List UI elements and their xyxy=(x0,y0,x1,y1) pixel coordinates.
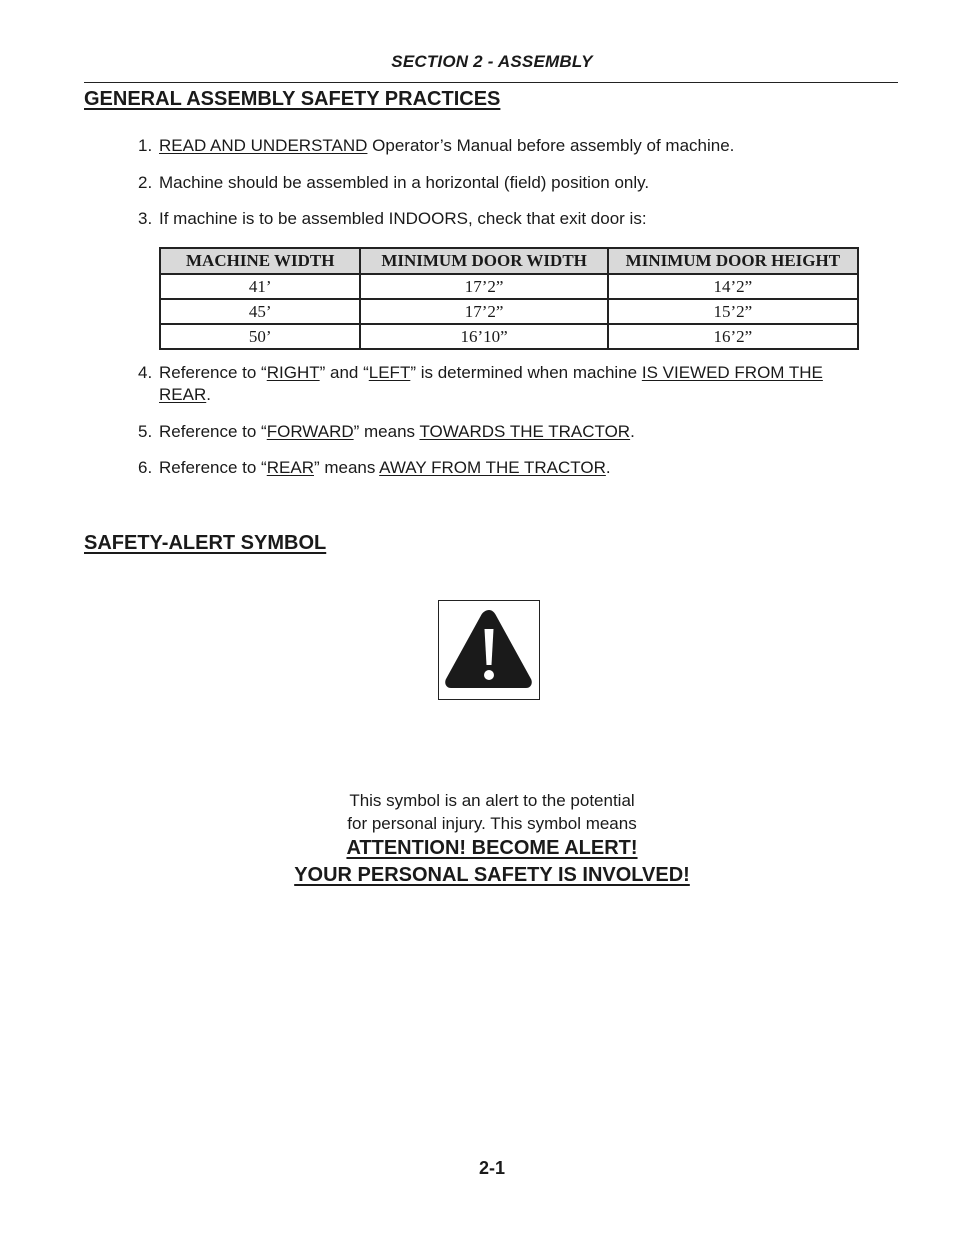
item-text: . xyxy=(206,385,211,404)
column-header-door-width: MINIMUM DOOR WIDTH xyxy=(360,248,607,274)
table-cell: 17’2” xyxy=(360,274,607,299)
list-item-6 xyxy=(138,457,898,479)
safety-alert-symbol-box xyxy=(438,600,540,700)
underlined-text: LEFT xyxy=(368,363,411,382)
underlined-text: REAR xyxy=(159,385,207,404)
table-cell: 16’10” xyxy=(360,324,607,349)
underlined-text: RIGHT xyxy=(266,363,320,382)
safety-alert-heading: SAFETY-ALERT SYMBOL xyxy=(84,532,327,554)
item-text: ” and “ xyxy=(319,363,369,382)
alert-emphasis-text: YOUR PERSONAL SAFETY IS INVOLVED! xyxy=(294,864,690,886)
item-text: ” is determined when machine xyxy=(410,363,642,382)
alert-description-line-2: for personal injury. This symbol means xyxy=(347,814,637,833)
table-cell: 14’2” xyxy=(608,274,858,299)
list-item-3 xyxy=(138,208,898,230)
list-item-4 xyxy=(138,362,898,406)
item-number: 4. xyxy=(138,363,153,382)
item-text: . xyxy=(630,422,635,441)
table-cell: 45’ xyxy=(160,299,360,324)
table-cell: 50’ xyxy=(160,324,360,349)
underlined-text: FORWARD xyxy=(266,422,354,441)
alert-description-line-1: This symbol is an alert to the potential xyxy=(349,791,635,810)
item-number: 3. xyxy=(138,209,153,228)
item-number: 1. xyxy=(138,136,153,155)
warning-triangle-icon xyxy=(439,601,538,698)
item-number: 6. xyxy=(138,458,153,477)
alert-emphasis-line-1 xyxy=(0,835,954,862)
table-cell: 16’2” xyxy=(608,324,858,349)
table-row xyxy=(160,299,858,324)
alert-emphasis-line-2 xyxy=(0,862,954,889)
item-text: If machine is to be assembled INDOORS, check that exit door is: xyxy=(159,209,647,228)
item-text: Reference to “ xyxy=(159,422,267,441)
page-number: 2-1 xyxy=(478,1158,505,1178)
table-row xyxy=(160,274,858,299)
underlined-text: IS VIEWED FROM THE xyxy=(641,363,823,382)
item-text: ” means xyxy=(353,422,420,441)
item-number: 5. xyxy=(138,422,153,441)
table-cell: 15’2” xyxy=(608,299,858,324)
item-text: Machine should be assembled in a horizontal (field) position only. xyxy=(159,173,650,192)
table-cell: 41’ xyxy=(160,274,360,299)
item-number: 2. xyxy=(138,173,153,192)
item-text: Operator’s Manual before assembly of machine. xyxy=(367,136,735,155)
table-cell: 17’2” xyxy=(360,299,607,324)
item-text: . xyxy=(605,458,611,477)
underlined-text: TOWARDS THE TRACTOR xyxy=(419,422,631,441)
list-item-1 xyxy=(138,135,898,157)
table-header-row xyxy=(160,248,858,274)
general-safety-heading: GENERAL ASSEMBLY SAFETY PRACTICES xyxy=(84,88,501,110)
header-rule xyxy=(84,82,898,83)
item-text: Reference to “ xyxy=(159,363,267,382)
column-header-machine-width: MACHINE WIDTH xyxy=(160,248,360,274)
underlined-text: READ AND UNDERSTAND xyxy=(159,136,368,155)
item-text: ” means xyxy=(313,458,380,477)
door-size-table xyxy=(159,247,859,350)
item-text: Reference to “ xyxy=(159,458,267,477)
column-header-door-height: MINIMUM DOOR HEIGHT xyxy=(608,248,858,274)
alert-emphasis-text: ATTENTION! BECOME ALERT! xyxy=(346,837,638,859)
underlined-text: AWAY FROM THE TRACTOR xyxy=(379,458,606,477)
section-header: SECTION 2 - ASSEMBLY xyxy=(391,52,593,71)
table-row xyxy=(160,324,858,349)
underlined-text: REAR xyxy=(266,458,314,477)
list-item-2 xyxy=(138,172,898,194)
list-item-5 xyxy=(138,421,898,443)
